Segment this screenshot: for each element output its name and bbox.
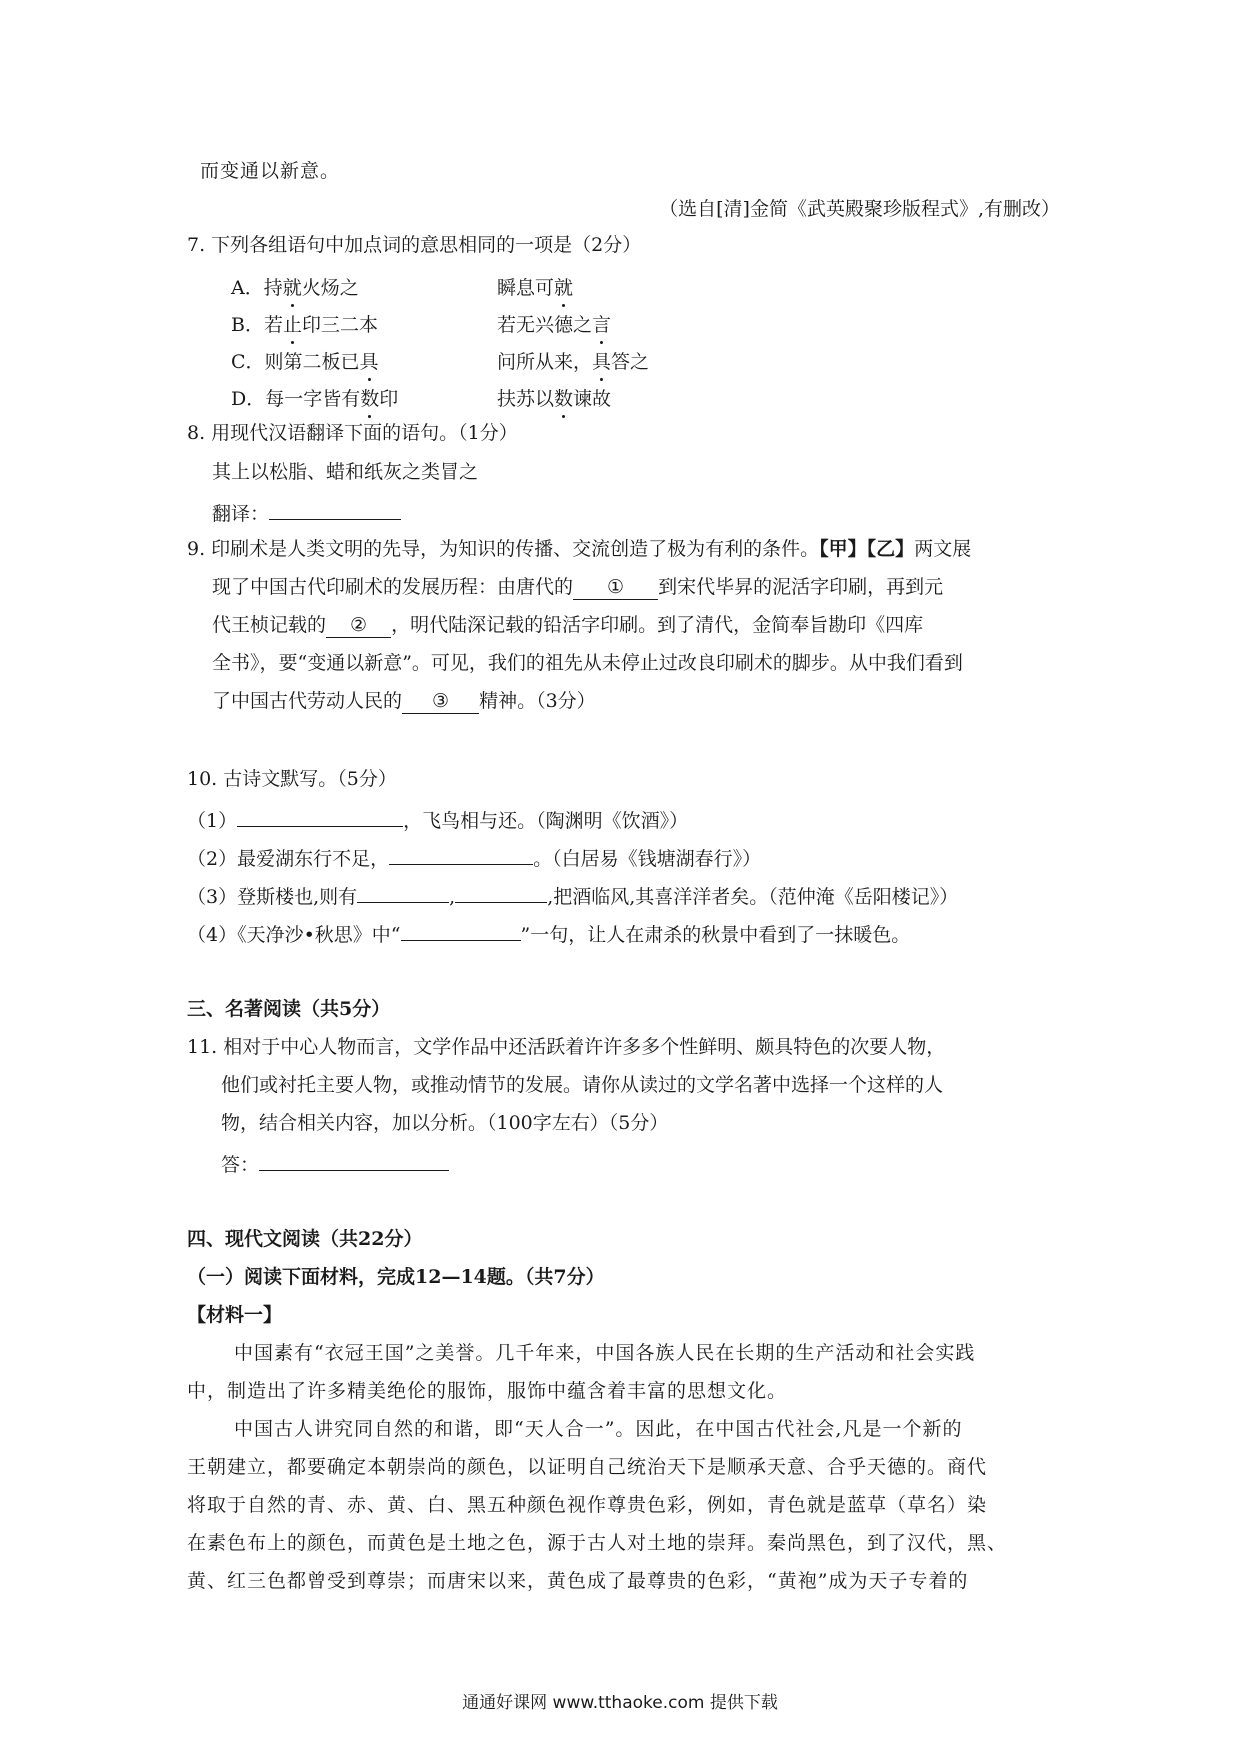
q7-option-c-right: 问所从来，具答之 xyxy=(497,347,649,374)
material-p2-line-1: 中国古人讲究同自然的和谐，即“天人合一”。因此，在中国古代社会,凡是一个新的 xyxy=(234,1418,963,1440)
q7-stem: 7. 下列各组语句中加点词的意思相同的一项是（2分） xyxy=(187,234,642,256)
q7-option-d-left: D．每一字皆有数印 xyxy=(231,384,398,411)
source-citation: （选自[清]金简《武英殿聚珍版程式》,有删改） xyxy=(659,198,1060,220)
material-one-label: 【材料一】 xyxy=(187,1304,283,1326)
q9-line-3: 代王桢记载的 ② ，明代陆深记载的铅活字印刷。到了清代，金简奉旨勘印《四库 xyxy=(212,614,924,636)
q7-option-b-right: 若无兴德之言 xyxy=(497,310,611,337)
q10-item-4: （4）《天净沙•秋思》中“ ”一句，让人在肃杀的秋景中看到了一抹暖色。 xyxy=(187,920,910,947)
q10-item-3: （3）登斯楼也,则有 , ,把酒临风,其喜洋洋者矣。（范仲淹《岳阳楼记》） xyxy=(187,882,958,909)
q10-blank-2[interactable] xyxy=(389,844,533,865)
q8-stem: 8. 用现代汉语翻译下面的语句。（1分） xyxy=(187,422,518,444)
q10-item-1: （1） ，飞鸟相与还。（陶渊明《饮酒》） xyxy=(187,806,688,833)
q10-blank-4[interactable] xyxy=(401,920,521,941)
q9-line-4: 全书》，要“变通以新意”。可见，我们的祖先从未停止过改良印刷术的脚步。从中我们看到 xyxy=(212,652,963,674)
q11-answer-label: 答： xyxy=(221,1153,260,1176)
q11-line-2: 他们或衬托主要人物，或推动情节的发展。请你从读过的文学名著中选择一个这样的人 xyxy=(221,1074,944,1096)
q10-item-2: （2）最爱湖东行不足， 。（白居易《钱塘湖春行》） xyxy=(187,844,761,871)
material-p1-line-2: 中，制造出了许多精美绝伦的服饰，服饰中蕴含着丰富的思想文化。 xyxy=(187,1380,788,1402)
page-footer: 通通好课网 www.tthaoke.com 提供下载 xyxy=(462,1693,778,1713)
material-p2-line-3: 将取于自然的青、赤、黄、白、黑五种颜色视作尊贵色彩，例如，青色就是蓝草（草名）染 xyxy=(187,1494,988,1516)
material-p2-line-4: 在素色布上的颜色，而黄色是土地之色，源于古人对土地的崇拜。秦尚黑色，到了汉代，黑、 xyxy=(187,1532,1008,1554)
section-4-subheading: （一）阅读下面材料，完成12—14题。（共7分） xyxy=(187,1266,605,1288)
material-p2-line-5: 黄、红三色都曾受到尊崇；而唐宋以来，黄色成了最尊贵的色彩，“黄袍”成为天子专着的 xyxy=(187,1570,969,1592)
q9-blank-3[interactable]: ③ xyxy=(402,690,479,714)
q9-line-1: 9. 印刷术是人类文明的先导，为知识的传播、交流创造了极为有利的条件。【甲】【乙】两文展 xyxy=(187,538,972,560)
q7-option-a-right: 瞬息可就 xyxy=(497,273,573,300)
q11-line-1: 11. 相对于中心人物而言，文学作品中还活跃着许许多多个性鲜明、颇具特色的次要人物， xyxy=(187,1036,946,1058)
q9-line-2: 现了中国古代印刷术的发展历程：由唐代的 ① 到宋代毕昇的泥活字印刷，再到元 xyxy=(212,576,944,598)
q11-line-3: 物，结合相关内容，加以分析。（100字左右）（5分） xyxy=(221,1112,669,1134)
q7-option-c-left: C．则第二板已具 xyxy=(231,347,379,374)
material-p2-line-2: 王朝建立，都要确定本朝崇尚的颜色，以证明自己统治天下是顺承天意、合乎天德的。商代 xyxy=(187,1456,988,1478)
q10-blank-1[interactable] xyxy=(237,806,403,827)
q11-answer-blank[interactable] xyxy=(259,1150,449,1171)
q9-line-5: 了中国古代劳动人民的 ③ 精神。（3分） xyxy=(212,690,596,712)
section-3-heading: 三、名著阅读（共5分） xyxy=(187,998,391,1020)
q7-option-d-right: 扶苏以数谏故 xyxy=(497,384,611,411)
q10-stem: 10. 古诗文默写。（5分） xyxy=(187,768,397,790)
q8-answer-row xyxy=(212,499,401,526)
q7-option-a-left: A．持就火炀之 xyxy=(231,273,359,300)
q8-answer-blank[interactable] xyxy=(269,499,401,520)
q11-answer-row xyxy=(221,1150,449,1177)
q10-blank-3a[interactable] xyxy=(357,882,449,903)
q7-option-b-left: B．若止印三二本 xyxy=(231,310,378,337)
q8-sentence: 其上以松脂、蜡和纸灰之类冒之 xyxy=(212,461,479,483)
q10-blank-3b[interactable] xyxy=(455,882,547,903)
passage-continuation: 而变通以新意。 xyxy=(200,160,341,182)
section-4-heading: 四、现代文阅读（共22分） xyxy=(187,1228,423,1250)
q8-answer-label: 翻译： xyxy=(212,502,270,525)
q9-blank-1[interactable]: ① xyxy=(573,576,658,600)
material-p1-line-1: 中国素有“衣冠王国”之美誉。几千年来，中国各族人民在长期的生产活动和社会实践 xyxy=(234,1342,976,1364)
q9-blank-2[interactable]: ② xyxy=(326,614,391,638)
